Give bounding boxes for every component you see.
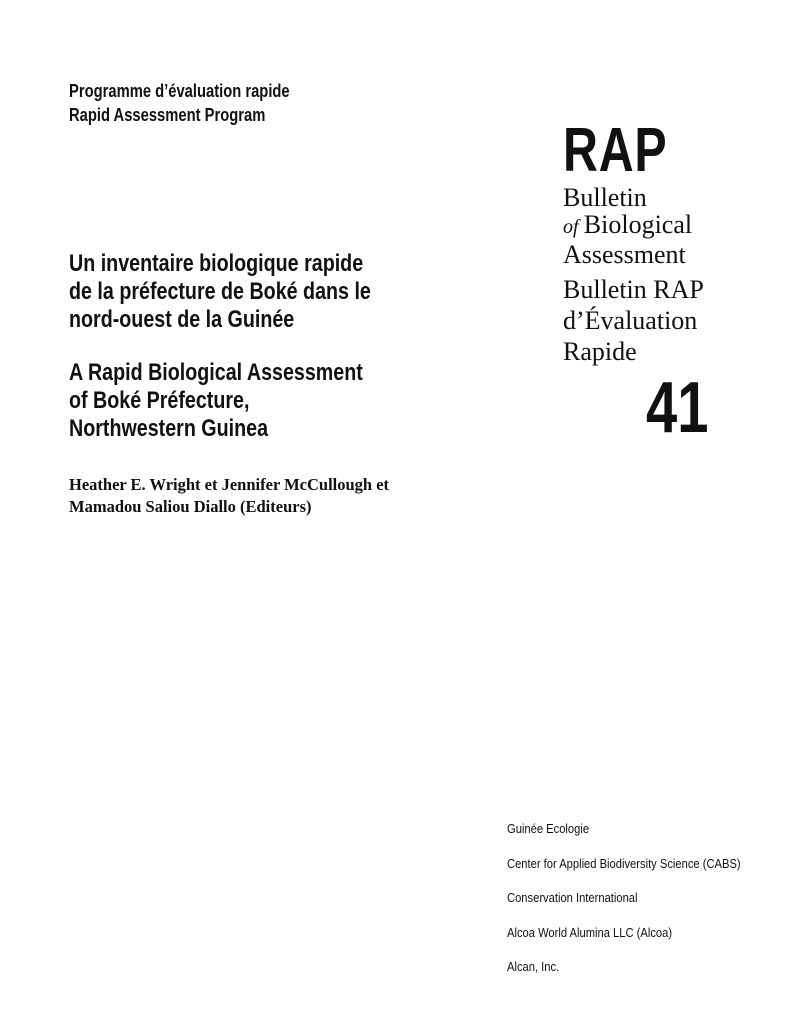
partner-item: Alcoa World Alumina LLC (Alcoa) [507,924,673,940]
partner-item: Guinée Ecologie [507,821,590,836]
partner-organizations [507,820,779,993]
bulletin-number: 41 [646,368,709,448]
editors-line-2: Mamadou Saliou Diallo (Editeurs) [69,497,312,516]
editors [69,474,389,518]
rap-bulletin-logo [563,118,763,367]
title-french [69,250,371,334]
series-en-line-2 [563,211,763,241]
title-en-line-2: of Boké Préfecture, [69,387,250,414]
rap-abbreviation: RAP [563,116,668,185]
title-fr-line-2: de la préfecture de Boké dans le [69,278,371,305]
program-name-fr: Programme d’évaluation rapide [69,81,290,101]
series-en-line-1: Bulletin [563,183,647,212]
partner-item: Center for Applied Biodiversity Science (CABS) [507,855,741,871]
series-en-biological: Biological [583,210,693,239]
program-header [69,79,338,127]
title-en-line-1: A Rapid Biological Assessment [69,359,363,386]
series-title-en [563,184,763,268]
series-title-fr [563,274,763,367]
editors-line-1: Heather E. Wright et Jennifer McCullough et [69,475,390,494]
title-fr-line-1: Un inventaire biologique rapide [69,250,364,277]
title-en-line-3: Northwestern Guinea [69,415,269,442]
partner-item: Alcan, Inc. [507,959,560,974]
series-fr-line-2: d’Évaluation [563,306,698,335]
series-en-of: of [563,216,579,238]
partner-item: Conservation International [507,890,638,905]
title-fr-line-3: nord-ouest de la Guinée [69,306,295,333]
title-english [69,359,371,443]
series-fr-line-3: Rapide [563,337,637,366]
report-titles [69,250,437,443]
program-name-en: Rapid Assessment Program [69,105,266,125]
series-en-line-3: Assessment [563,240,686,269]
series-fr-line-1: Bulletin RAP [563,275,704,304]
